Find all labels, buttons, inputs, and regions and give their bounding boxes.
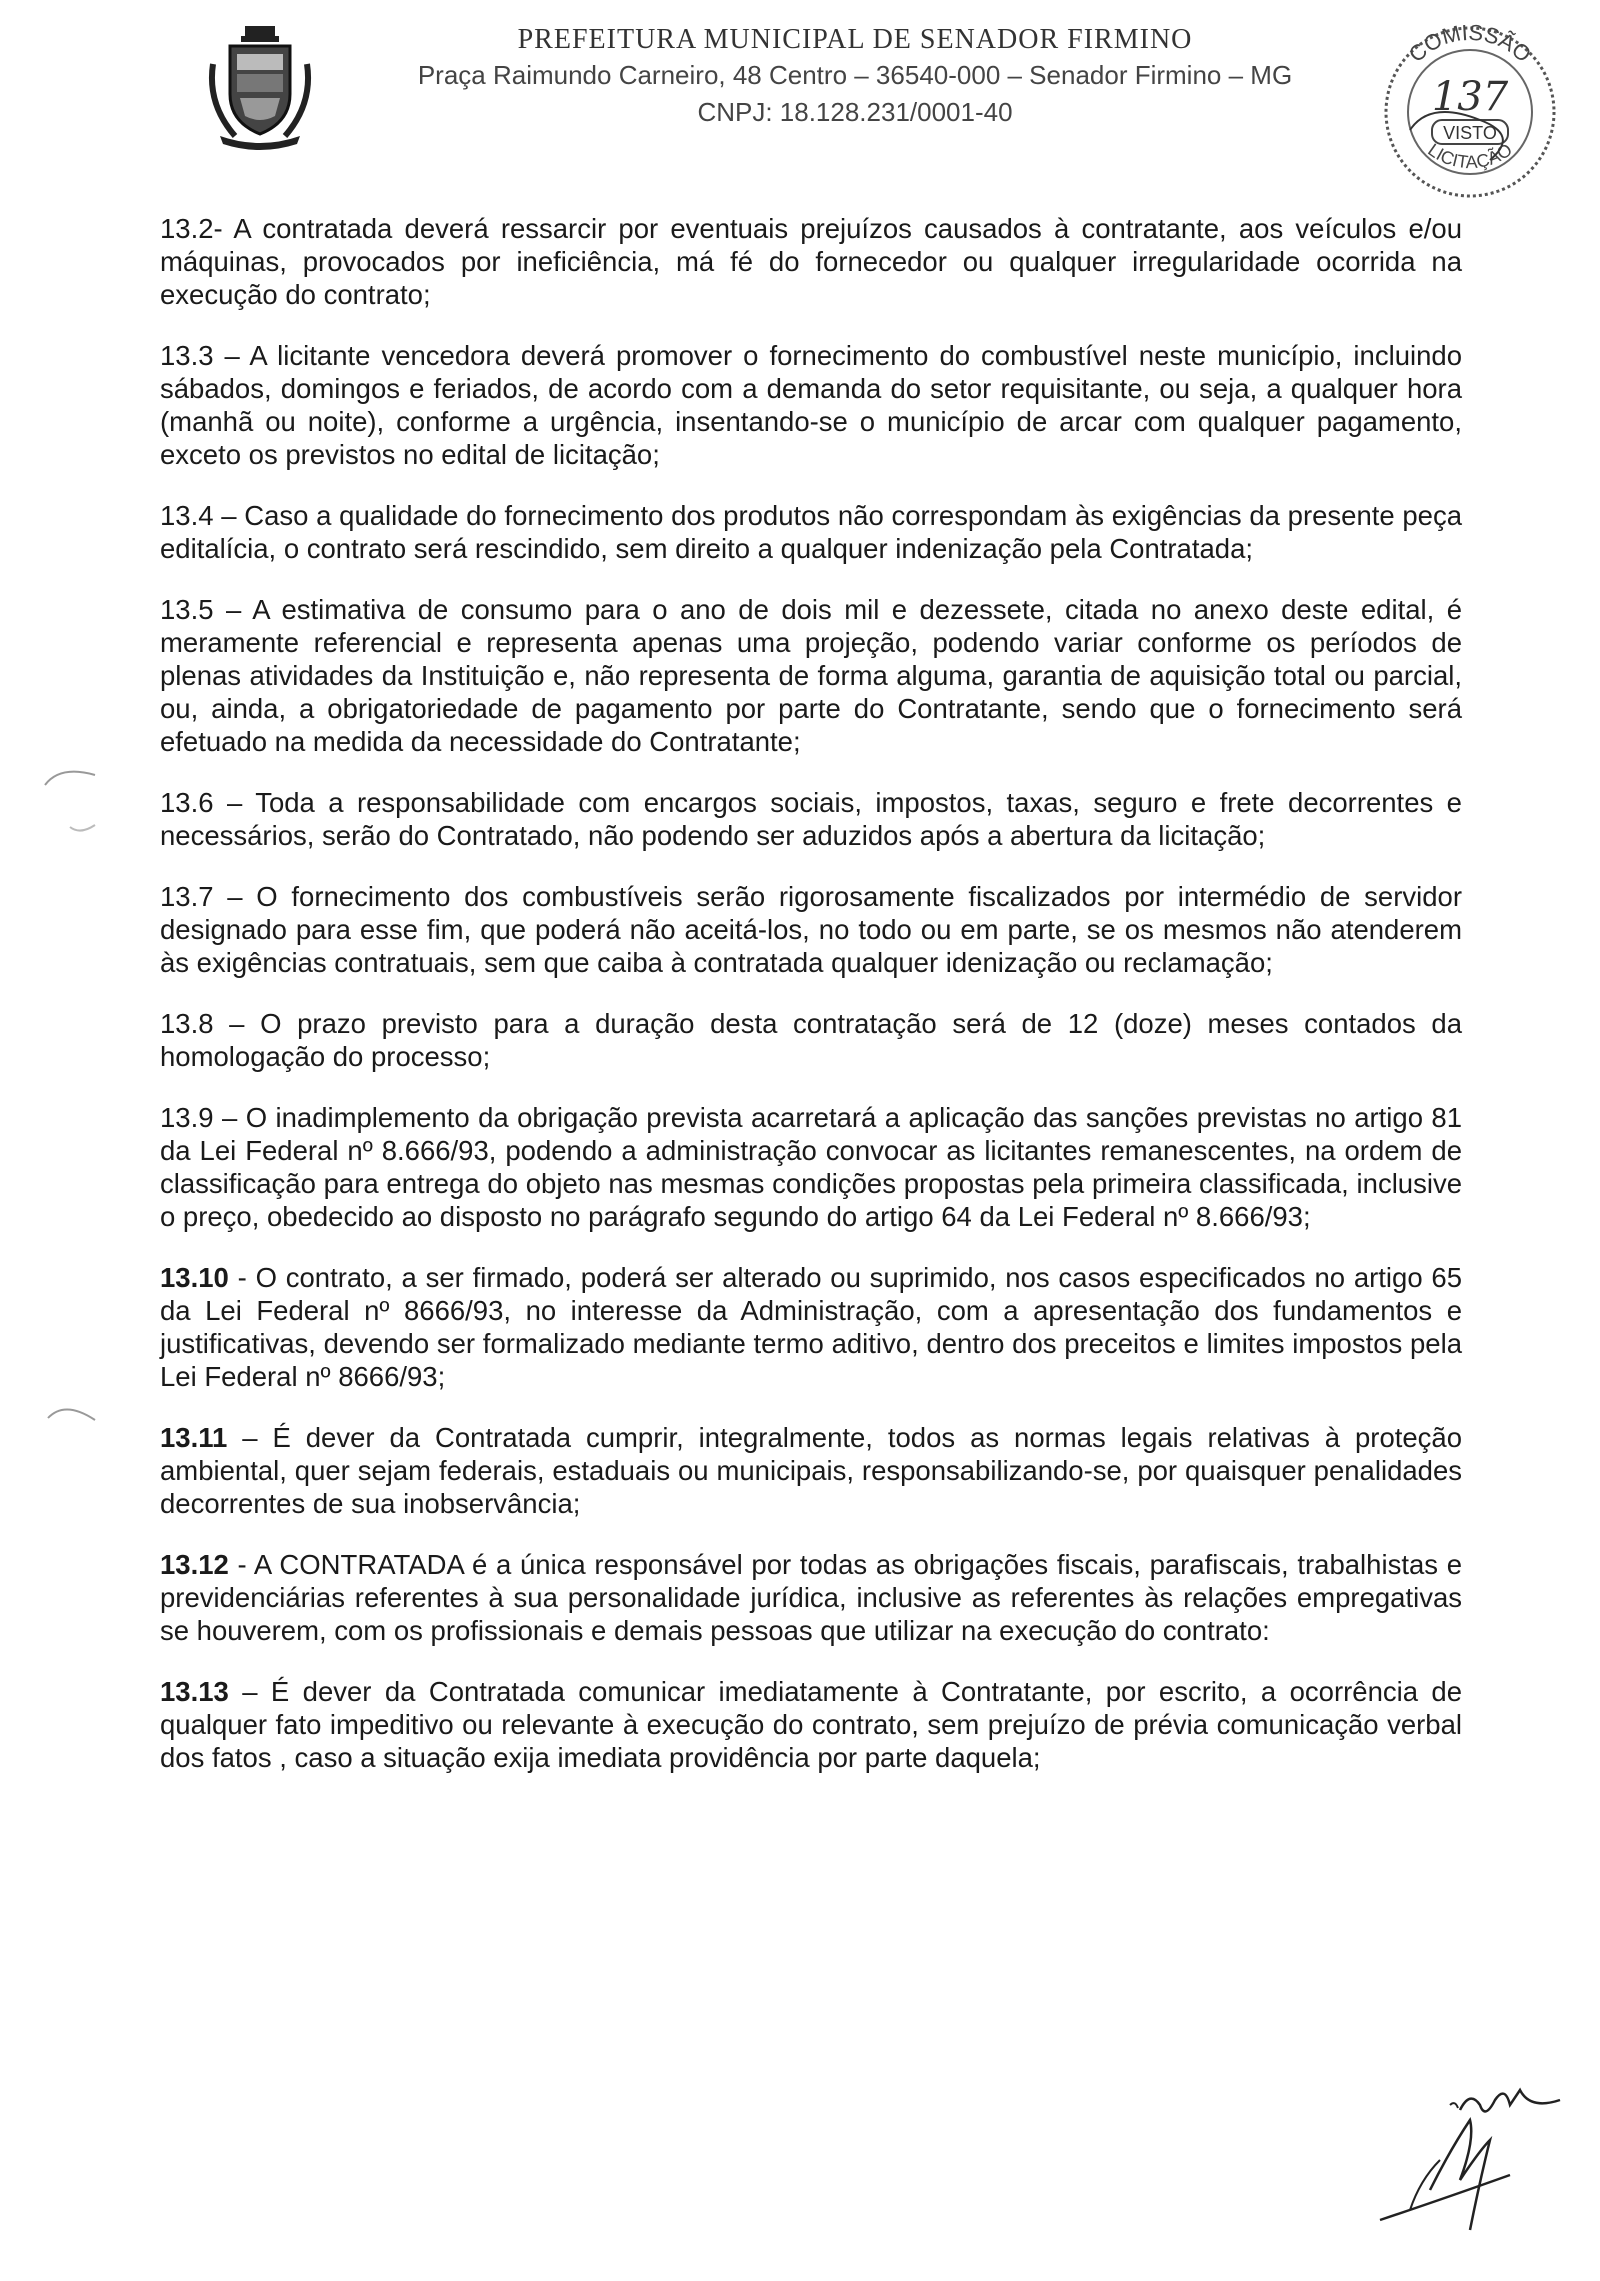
clause-number: 13.12 <box>160 1549 229 1580</box>
clause-text: A contratada deverá ressarcir por eventuais prejuízos causados à contratante, aos veículos e/ou máquinas, provocados por ineficiência, má fé do fornecedor ou qualquer irregularidade ocorrida na execução do contrato; <box>160 213 1463 310</box>
clause-number: 13.7 – <box>160 881 243 912</box>
organization-name: PREFEITURA MUNICIPAL DE SENADOR FIRMINO <box>517 24 1193 55</box>
clause-paragraph <box>160 1421 1462 1520</box>
contract-clauses <box>160 212 1462 1802</box>
clause-text: A licitante vencedora deverá promover o fornecimento do combustível neste município, incluindo sábados, domingos e feriados, de acordo com a demanda do setor requisitante, ou seja, a qualquer hora (manhã ou noite), conforme a urgência, insentando-se o município de arcar com qualquer pagamento, exceto os previstos no edital de licitação; <box>160 340 1462 470</box>
margin-mark <box>40 1400 100 1470</box>
clause-paragraph <box>160 880 1462 979</box>
clause-paragraph <box>160 1261 1462 1393</box>
clause-number: 13.4 – <box>160 500 237 531</box>
margin-mark <box>40 765 100 835</box>
clause-paragraph <box>160 1007 1462 1073</box>
clause-text: Toda a responsabilidade com encargos sociais, impostos, taxas, seguro e frete decorrentes e necessários, serão do Contratado, não podendo ser aduzidos após a abertura da licitação; <box>160 787 1462 851</box>
clause-number: 13.6 – <box>160 787 243 818</box>
clause-text: O prazo previsto para a duração desta contratação será de 12 (doze) meses contados da homologação do processo; <box>160 1008 1462 1072</box>
clause-paragraph <box>160 339 1462 471</box>
commission-stamp <box>1370 20 1570 200</box>
clause-paragraph <box>160 499 1462 565</box>
signature-icon <box>1360 2060 1590 2260</box>
organization-cnpj: CNPJ: 18.128.231/0001-40 <box>697 97 1013 127</box>
clause-number: 13.3 – <box>160 340 240 371</box>
letterhead-text <box>330 22 1380 128</box>
clause-text: A estimativa de consumo para o ano de dois mil e dezessete, citada no anexo deste edital, é meramente referencial e representa apenas uma projeção, podendo variar conforme os períodos de plenas atividades da Instituição e, não representa de forma alguma, garantia de aquisição total ou parcial, ou, ainda, a obrigatoriedade de pagamento por parte do Contratante, sendo que o fornecimento será efetuado na medida da necessidade do Contratante; <box>160 594 1463 757</box>
clause-text: – É dever da Contratada cumprir, integralmente, todos as normas legais relativas à proteção ambiental, quer sejam federais, estaduais ou municipais, responsabilizando-se, por quaisquer penalidades decorrentes de sua inobservância; <box>160 1422 1463 1519</box>
clause-paragraph <box>160 1548 1462 1647</box>
clause-number: 13.8 – <box>160 1008 245 1039</box>
clause-text: - O contrato, a ser firmado, poderá ser alterado ou suprimido, nos casos especificados no artigo 65 da Lei Federal nº 8666/93, no interesse da Administração, com a apresentação dos fundamentos e justificativas, devendo ser formalizado mediante termo aditivo, dentro dos preceitos e limites impostos pela Lei Federal nº 8666/93; <box>160 1262 1463 1392</box>
letterhead <box>0 18 1600 173</box>
clause-text: O inadimplemento da obrigação prevista acarretará a aplicação das sanções previstas no artigo 81 da Lei Federal nº 8.666/93, podendo a administração convocar as licitantes remanescentes, na ordem de classificação para entrega do objeto nas mesmas condições propostas pela primeira classificada, inclusive o preço, obedecido ao disposto no parágrafo segundo do artigo 64 da Lei Federal nº 8.666/93; <box>160 1102 1463 1232</box>
clause-paragraph <box>160 786 1462 852</box>
clause-text: – É dever da Contratada comunicar imediatamente à Contratante, por escrito, a ocorrência de qualquer fato impeditivo ou relevante à execução do contrato, sem prejuízo de prévia comunicação verbal dos fatos , caso a situação exija imediata providência por parte daquela; <box>160 1676 1463 1773</box>
clause-text: O fornecimento dos combustíveis serão rigorosamente fiscalizados por intermédio de servidor designado para esse fim, que poderá não aceitá-los, no todo ou em parte, se os mesmos não atenderem às exigências contratuais, sem que caiba à contratada qualquer idenização ou reclamação; <box>160 881 1462 978</box>
clause-number: 13.10 <box>160 1262 229 1293</box>
svg-text:137: 137 <box>1431 74 1509 120</box>
organization-address: Praça Raimundo Carneiro, 48 Centro – 36540-000 – Senador Firmino – MG <box>417 60 1293 90</box>
clause-paragraph <box>160 1101 1462 1233</box>
svg-text:VISTO: VISTO <box>1443 123 1497 143</box>
clause-text: Caso a qualidade do fornecimento dos produtos não correspondam às exigências da presente peça editalícia, o contrato será rescindido, sem direito a qualquer indenização pela Contratada; <box>160 500 1463 564</box>
clause-paragraph <box>160 1675 1462 1774</box>
municipal-crest-icon <box>205 24 315 154</box>
clause-paragraph <box>160 212 1462 311</box>
svg-text:COMISSÃO: COMISSÃO <box>1403 20 1537 68</box>
svg-text:LICITAÇÃO: LICITAÇÃO <box>1424 139 1516 173</box>
clause-number: 13.5 – <box>160 594 242 625</box>
clause-paragraph <box>160 593 1462 758</box>
clause-number: 13.11 <box>160 1422 228 1453</box>
clause-number: 13.9 – <box>160 1102 238 1133</box>
clause-text: - A CONTRATADA é a única responsável por todas as obrigações fiscais, parafiscais, trabalhistas e previdenciárias referentes à sua personalidade jurídica, inclusive as referentes às relações empregativas se houverem, com os profissionais e demais pessoas que utilizar na execução do contrato: <box>160 1549 1463 1646</box>
clause-number: 13.13 <box>160 1676 229 1707</box>
clause-number: 13.2- <box>160 213 223 244</box>
